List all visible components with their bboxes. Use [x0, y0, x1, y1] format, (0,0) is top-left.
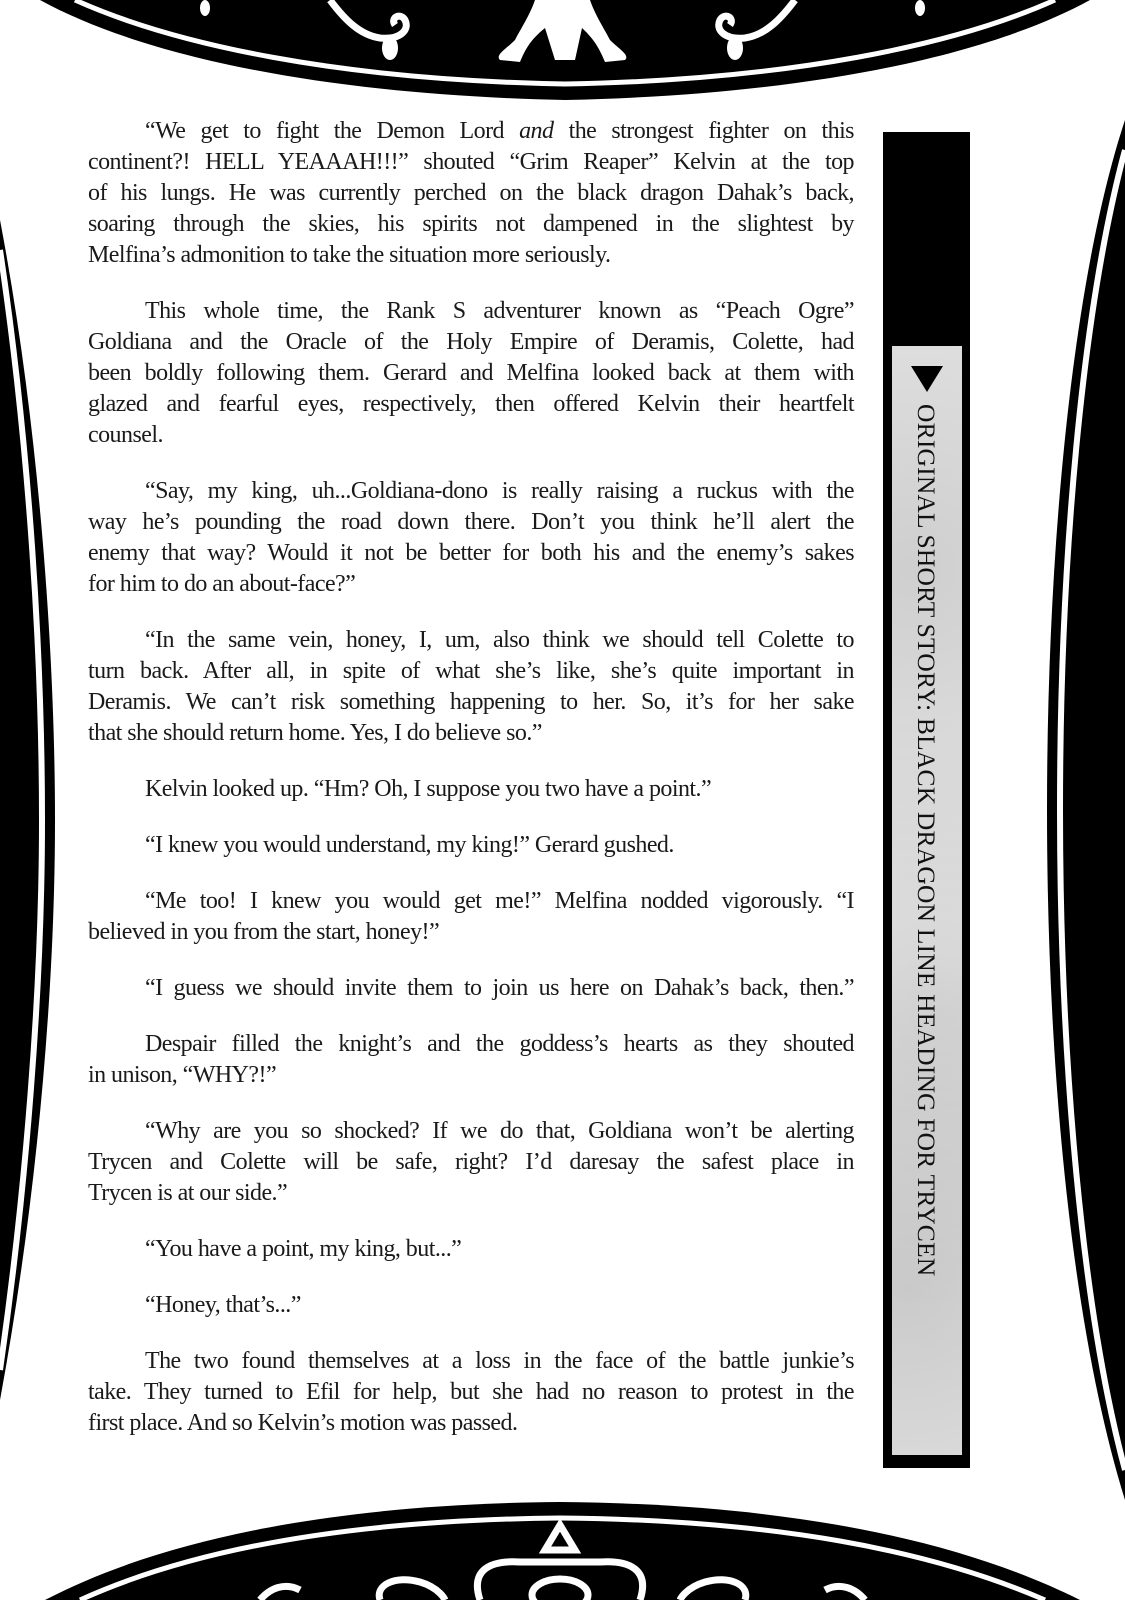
text-line: “In the same vein, honey, I, um, also think we should tell Colette to	[145, 627, 854, 653]
left-ornament-arc	[0, 180, 70, 1440]
paragraph	[88, 116, 854, 271]
paragraph	[88, 296, 854, 451]
text-line: glazed and fearful eyes, respectively, then offered Kelvin their heartfelt	[88, 391, 854, 417]
text-line: “I guess we should invite them to join us here on Dahak’s back, then.”	[145, 975, 854, 1001]
text-line: in unison, “WHY?!”	[88, 1062, 277, 1088]
paragraph	[88, 1029, 854, 1091]
text-line: “Me too! I knew you would get me!” Melfina nodded vigorously. “I	[145, 888, 854, 914]
text-line: Trycen is at our side.”	[88, 1180, 288, 1206]
text-line: of his lungs. He was currently perched on the black dragon Dahak’s back,	[88, 180, 854, 206]
text-line: been boldly following them. Gerard and Melfina looked back at them with	[88, 360, 854, 386]
text-line: Kelvin looked up. “Hm? Oh, I suppose you two have a point.”	[145, 776, 712, 802]
down-triangle-icon	[911, 366, 943, 392]
paragraph	[88, 886, 854, 948]
text-line: The two found themselves at a loss in the face of the battle junkie’s	[145, 1348, 854, 1374]
text-line: continent?! HELL YEAAAH!!!” shouted “Grim Reaper” Kelvin at the top	[88, 149, 854, 175]
text-line: counsel.	[88, 422, 163, 448]
text-line: “Why are you so shocked? If we do that, Goldiana won’t be alerting	[145, 1118, 854, 1144]
bottom-ornament	[0, 1490, 1125, 1600]
text-line: for him to do an about-face?”	[88, 571, 356, 597]
paragraph	[88, 1346, 854, 1439]
right-ornament-arc	[1042, 120, 1125, 1500]
text-line: This whole time, the Rank S adventurer known as “Peach Ogre”	[145, 298, 854, 324]
sidebar-title: ORIGINAL SHORT STORY: BLACK DRAGON LINE HEADING FOR TRYCEN	[912, 404, 941, 1277]
text-line: “You have a point, my king, but...”	[145, 1236, 462, 1262]
text-line: believed in you from the start, honey!”	[88, 919, 440, 945]
text-line: soaring through the skies, his spirits not dampened in the slightest by	[88, 211, 854, 237]
paragraph	[88, 1290, 854, 1321]
text-line: Trycen and Colette will be safe, right? I’d daresay the safest place in	[88, 1149, 854, 1175]
text-line: “I knew you would understand, my king!” Gerard gushed.	[145, 832, 674, 858]
text-line: Deramis. We can’t risk something happening to her. So, it’s for her sake	[88, 689, 854, 715]
paragraph	[88, 1234, 854, 1265]
text-line: Despair filled the knight’s and the goddess’s hearts as they shouted	[145, 1031, 854, 1057]
paragraph	[88, 830, 854, 861]
paragraph	[88, 774, 854, 805]
paragraph	[88, 973, 854, 1004]
top-ornament	[0, 0, 1125, 110]
paragraph	[88, 1116, 854, 1209]
text-line: Goldiana and the Oracle of the Holy Empire of Deramis, Colette, had	[88, 329, 854, 355]
text-line: take. They turned to Efil for help, but she had no reason to protest in the	[88, 1379, 854, 1405]
text-line: enemy that way? Would it not be better for both his and the enemy’s sakes	[88, 540, 854, 566]
text-line: “Say, my king, uh...Goldiana-dono is really raising a ruckus with the	[145, 478, 854, 504]
chapter-sidebar	[883, 132, 970, 1468]
text-line: Melfina’s admonition to take the situation more seriously.	[88, 242, 611, 268]
text-line: way he’s pounding the road down there. Don’t you think he’ll alert the	[88, 509, 854, 535]
paragraph	[88, 476, 854, 600]
text-line: turn back. After all, in spite of what she’s like, she’s quite important in	[88, 658, 854, 684]
text-line: “We get to fight the Demon Lord and the strongest fighter on this	[145, 118, 854, 144]
text-line: first place. And so Kelvin’s motion was passed.	[88, 1410, 518, 1436]
text-line: “Honey, that’s...”	[145, 1292, 301, 1318]
story-text	[88, 116, 854, 1464]
text-line: that she should return home. Yes, I do believe so.”	[88, 720, 542, 746]
paragraph	[88, 625, 854, 749]
sidebar-panel	[892, 346, 962, 1455]
